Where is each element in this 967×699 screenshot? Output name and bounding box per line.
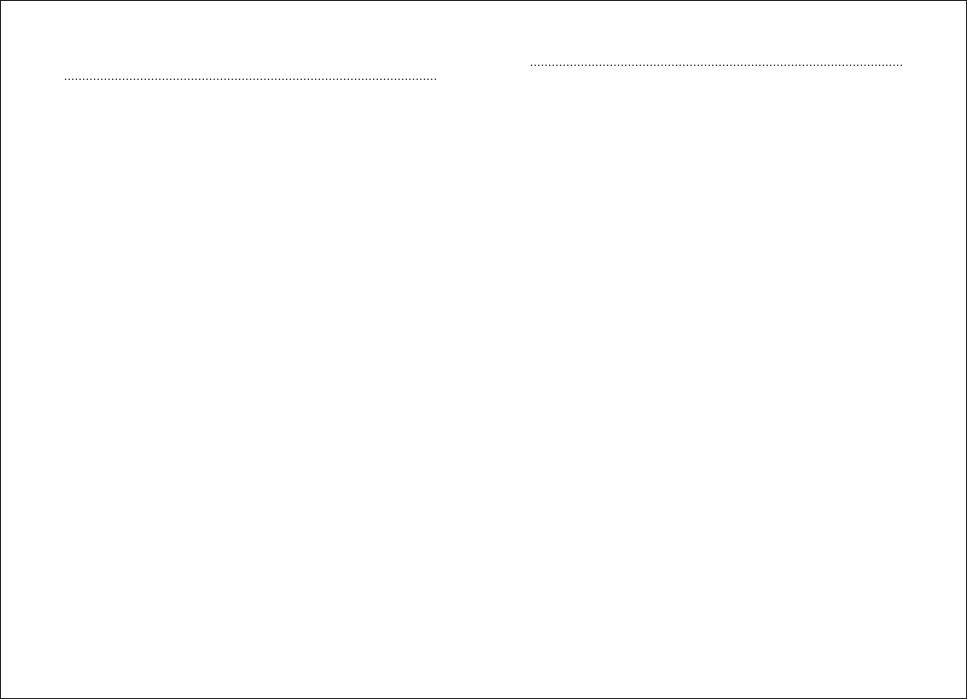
leader-dots bbox=[64, 69, 438, 85]
category-prose[interactable] bbox=[528, 55, 906, 71]
category-poetry[interactable] bbox=[62, 69, 440, 85]
right-page bbox=[528, 45, 906, 73]
leader-dots bbox=[530, 55, 904, 71]
left-page bbox=[62, 45, 440, 87]
